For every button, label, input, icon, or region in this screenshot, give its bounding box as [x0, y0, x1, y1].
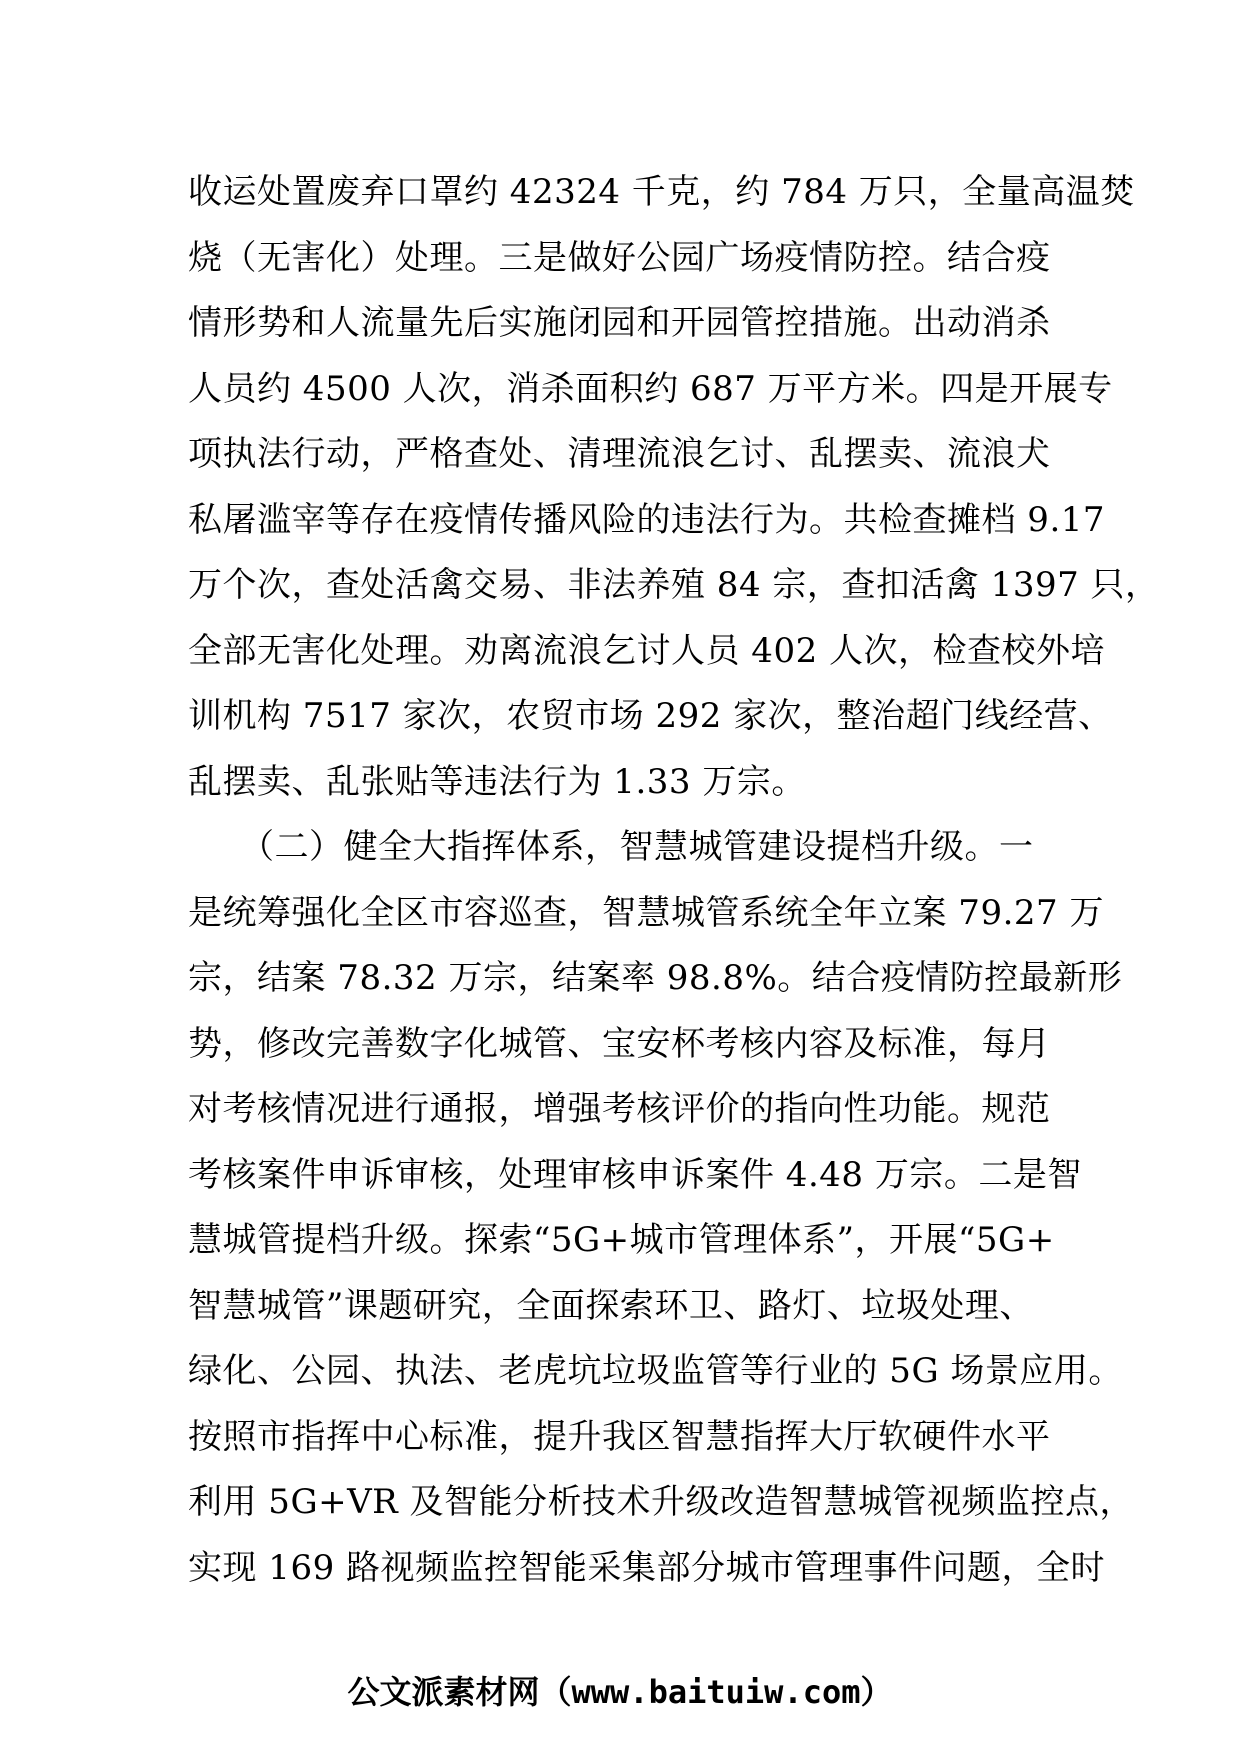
text-line: 私屠滥宰等存在疫情传播风险的违法行为。共检查摊档 9.17 — [188, 499, 1106, 540]
text-line: 烧（无害化）处理。三是做好公园广场疫情防控。结合疫 — [188, 237, 1051, 278]
text-line: 利用 5G+VR 及智能分析技术升级改造智慧城管视频监控点， — [188, 1482, 1135, 1522]
section-heading-line: （二）健全大指挥体系，智慧城管建设提档升级。一 — [188, 827, 1034, 867]
text-line: 势，修改完善数字化城管、宝安杯考核内容及标准，每月 — [188, 1023, 1051, 1064]
text-line: 慧城管提档升级。探索“5G+城市管理体系”，开展“5G+ — [188, 1220, 1055, 1260]
text-line: 是统筹强化全区市容巡查，智慧城管系统全年立案 79.27 万 — [188, 892, 1104, 933]
text-line: 实现 169 路视频监控智能采集部分城市管理事件问题，全时 — [188, 1547, 1106, 1588]
text-line: 收运处置废弃口罩约 42324 千克，约 784 万只，全量高温焚 — [188, 172, 1135, 212]
text-line: 按照市指挥中心标准，提升我区智慧指挥大厅软硬件水平 — [188, 1416, 1051, 1457]
footer-site-name: 公文派素材网 — [347, 1673, 540, 1711]
text-line: 宗，结案 78.32 万宗，结案率 98.8%。结合疫情防控最新形 — [188, 958, 1123, 998]
text-line: 情形势和人流量先后实施闭园和开园管控措施。出动消杀 — [188, 303, 1051, 343]
page-footer — [0, 1672, 1240, 1712]
text-line: 项执法行动，严格查处、清理流浪乞讨、乱摆卖、流浪犬 — [188, 434, 1051, 474]
text-line: 绿化、公园、执法、老虎坑垃圾监管等行业的 5G 场景应用。 — [188, 1351, 1123, 1391]
text-line: 训机构 7517 家次，农贸市场 292 家次，整治超门线经营、 — [188, 696, 1113, 736]
text-line: 对考核情况进行通报，增强考核评价的指向性功能。规范 — [188, 1089, 1051, 1129]
text-line: 智慧城管”课题研究，全面探索环卫、路灯、垃圾处理、 — [188, 1285, 1034, 1326]
text-line: 乱摆卖、乱张贴等违法行为 1.33 万宗。 — [188, 761, 806, 802]
text-line: 万个次，查处活禽交易、非法养殖 84 宗，查扣活禽 1397 只， — [188, 565, 1160, 605]
text-line: 考核案件申诉审核，处理审核申诉案件 4.48 万宗。二是智 — [188, 1154, 1082, 1195]
text-line: 全部无害化处理。劝离流浪乞讨人员 402 人次，检查校外培 — [188, 630, 1106, 671]
body-text — [188, 160, 1160, 1601]
footer-url: （www.baituiw.com） — [539, 1673, 893, 1711]
text-line: 人员约 4500 人次，消杀面积约 687 万平方米。四是开展专 — [188, 368, 1113, 409]
